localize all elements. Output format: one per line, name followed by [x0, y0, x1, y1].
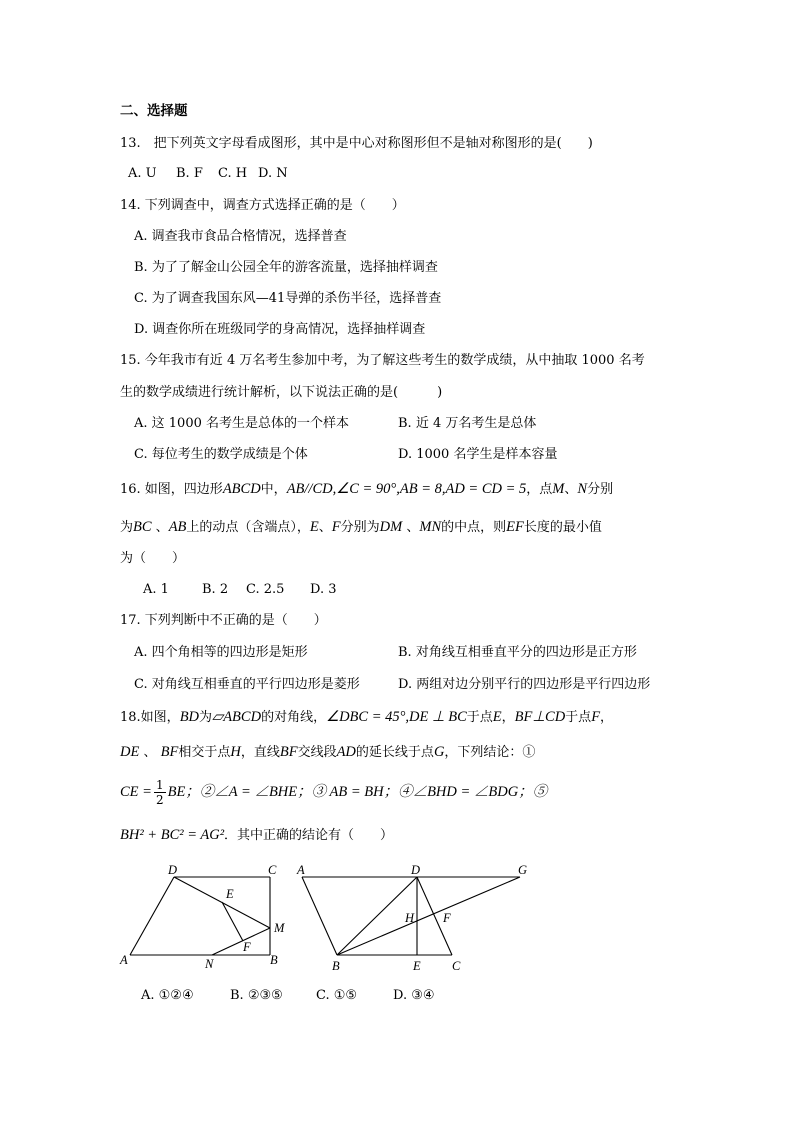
q18-cond1: ∠DBC = 45°,DE ⊥ BC — [326, 709, 467, 725]
q18-point-g: G — [433, 744, 445, 760]
q18-seg-bf: BF — [160, 744, 179, 760]
q18-seg-de: DE — [120, 744, 140, 760]
q17-option-d: D. 两组对边分别平行的四边形是平行四边形 — [398, 677, 651, 692]
q18-tail: ，下列结论：① — [444, 745, 536, 760]
q16-point-e: E — [309, 519, 319, 535]
q17-option-c: C. 对角线互相垂直的平行四边形是菱形 — [134, 677, 360, 692]
fig2-seg-bg — [337, 877, 520, 955]
q18-seg-bd: BD — [179, 709, 200, 725]
q18-seg-bf2: BF — [279, 744, 298, 760]
q18-end: ．其中正确的结论有（ ） — [224, 828, 394, 843]
fig2-label-g: G — [518, 863, 528, 877]
q18-diag: 的对角线， — [261, 710, 327, 725]
q18-yudian-e: 于点 — [466, 710, 493, 725]
q18-point-e: E — [492, 709, 502, 725]
q18-c1-num: 1 — [155, 778, 164, 792]
fig1-label-n: N — [205, 957, 214, 971]
fig1-label-d: D — [168, 863, 178, 877]
q16-after-cond: ，点 — [526, 482, 553, 497]
fig2-label-b: B — [332, 959, 340, 973]
q18-yanchang: 的延长线于点 — [355, 745, 434, 760]
fig2-label-f: F — [443, 911, 451, 925]
q16-fenbie-wei: 分别为 — [340, 520, 380, 535]
q18-c2: ；②∠A = ∠BHE；③ AB = BH；④∠BHD = ∠BDG；⑤ — [185, 784, 548, 800]
fig1-label-m: M — [274, 921, 285, 935]
q18-zhixian: ，直线 — [240, 745, 280, 760]
q18-c1-right: BE — [167, 784, 186, 800]
fig2-label-h: H — [405, 911, 415, 925]
q18-parallelogram: ▱ABCD — [212, 709, 262, 725]
q18-point-h: H — [230, 744, 241, 760]
q18-bf-perp-cd: BF⊥CD — [514, 709, 566, 725]
q16-dun2: 、 — [151, 520, 169, 535]
q14-option-a: A. 调查我市食品合格情况，选择普查 — [134, 229, 347, 244]
q13-option-c: C. H — [218, 166, 248, 181]
q16-line2-end: 的中点，则 — [441, 520, 507, 535]
q16-seg-mn: MN — [419, 519, 442, 535]
section-title: 二、选择题 — [120, 103, 188, 119]
q15-option-d: D. 1000 名学生是样本容量 — [398, 447, 558, 462]
q14-option-d: D. 调查你所在班级同学的身高情况，选择抽样调查 — [134, 322, 426, 337]
q14-option-b: B. 为了了解金山公园全年的游客流量，选择抽样调查 — [134, 260, 438, 275]
q16-option-a: A. 1 — [143, 582, 169, 597]
q18-c1-den: 2 — [155, 793, 164, 807]
q18-c1-left: CE = — [120, 784, 152, 800]
q18-option-b: B. ②③⑤ — [230, 988, 283, 1003]
q16-seg-bc: BC — [133, 519, 152, 535]
q16-option-d: D. 3 — [310, 582, 337, 597]
q16-fenbie: 分别 — [587, 482, 614, 497]
q16-conditions: AB//CD,∠C = 90°,AB = 8,AD = CD = 5 — [286, 481, 527, 497]
fig1-label-c: C — [268, 863, 277, 877]
q18-option-d: D. ③④ — [393, 988, 435, 1003]
q13-option-a: A. U — [128, 166, 157, 181]
q18-seg-ad: AD — [336, 744, 356, 760]
q18-comma: ， — [501, 710, 515, 725]
q18-prefix: 18.如图， — [120, 710, 180, 725]
fig1-label-b: B — [270, 953, 278, 967]
q14-option-c: C. 为了调查我国东风—41导弹的杀伤半径，选择普查 — [134, 291, 442, 306]
q16-seg-ef: EF — [506, 519, 524, 535]
q16-line2-wei: 为 — [120, 520, 134, 535]
q13-option-b: B. F — [176, 166, 203, 181]
fig1-label-e: E — [226, 887, 234, 901]
q18-yudian-f: 于点 — [565, 710, 592, 725]
q14-stem: 14. 下列调查中，调查方式选择正确的是（ ） — [120, 198, 405, 213]
q15-option-a: A. 这 1000 名考生是总体的一个样本 — [134, 416, 350, 431]
q18-wei: 为 — [199, 710, 213, 725]
fig2-label-a: A — [297, 863, 305, 877]
q15-stem-line1: 15. 今年我市有近 4 万名考生参加中考，为了解这些考生的数学成绩，从中抽取 1000 名考 — [120, 353, 645, 368]
q16-option-c: C. 2.5 — [246, 582, 285, 597]
fig2-label-e: E — [413, 959, 421, 973]
fig2-label-d: D — [411, 863, 421, 877]
q18-dun: 、 — [139, 745, 161, 760]
q18-option-a: A. ①②④ — [141, 988, 194, 1003]
q18-c5: BH² + BC² = AG² — [120, 827, 225, 843]
q16-line2-tail: 长度的最小值 — [523, 520, 602, 535]
q16-option-b: B. 2 — [202, 582, 229, 597]
q16-line2-mid: 上的动点（含端点）， — [186, 520, 310, 535]
q13-option-d: D. N — [258, 166, 288, 181]
q13-stem: 13. 把下列英文字母看成图形，其中是中心对称图形但不是轴对称图形的是( ) — [120, 136, 593, 151]
fig1-label-a: A — [120, 953, 128, 967]
q16-point-m: M — [552, 481, 565, 497]
q17-option-a: A. 四个角相等的四边形是矩形 — [134, 645, 308, 660]
q16-dun3: 、 — [318, 520, 332, 535]
fig2-seg-ab — [302, 877, 337, 955]
q16-point-f: F — [331, 519, 341, 535]
q18-comma2: ， — [600, 710, 614, 725]
q17-stem: 17. 下列判断中不正确的是（ ） — [120, 613, 327, 628]
q16-point-n: N — [577, 481, 588, 497]
q15-option-c: C. 每位考生的数学成绩是个体 — [134, 447, 308, 462]
q16-dun: 、 — [564, 482, 578, 497]
q16-stem-line3: 为（ ） — [120, 551, 186, 566]
q16-seg-dm: DM — [379, 519, 403, 535]
q18-jiao: 交线段 — [297, 745, 337, 760]
q16-in-word: 中， — [260, 482, 287, 497]
q17-option-b: B. 对角线互相垂直平分的四边形是正方形 — [398, 645, 637, 660]
q15-stem-line2: 生的数学成绩进行统计解析，以下说法正确的是( ) — [120, 385, 443, 400]
q18-xiangjiao: 相交于点 — [178, 745, 231, 760]
q16-dun4: 、 — [402, 520, 420, 535]
fig1-label-f: F — [243, 940, 251, 954]
fig2-label-c: C — [452, 959, 461, 973]
q18-option-c: C. ①⑤ — [316, 988, 358, 1003]
q18-point-f: F — [591, 709, 601, 725]
q15-option-b: B. 近 4 万名考生是总体 — [398, 416, 537, 431]
q16-quad: ABCD — [222, 481, 261, 497]
q16-prefix: 16. 如图，四边形 — [120, 482, 223, 497]
q16-seg-ab: AB — [168, 519, 187, 535]
